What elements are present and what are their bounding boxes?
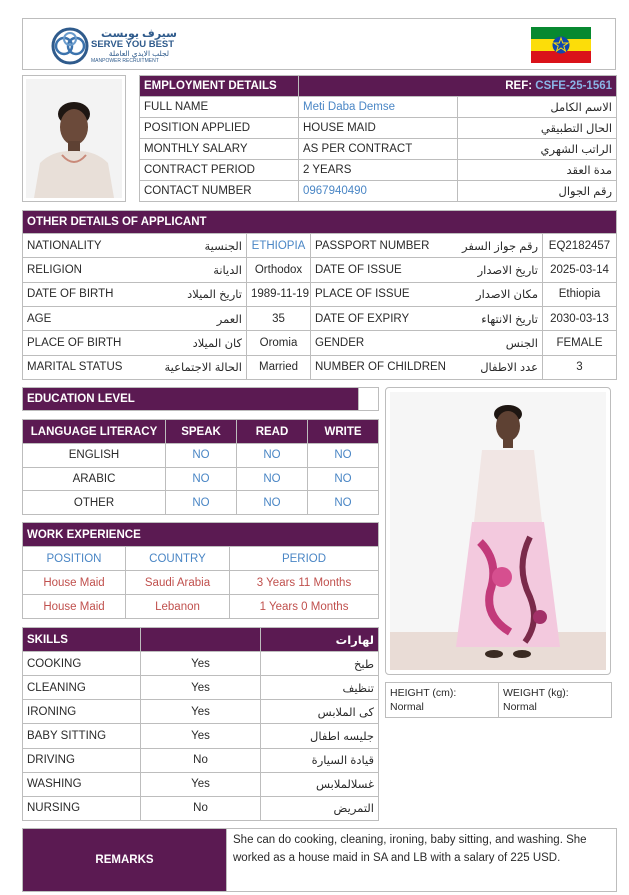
- table-row: [23, 491, 379, 515]
- table-row: [23, 258, 617, 282]
- skill-arabic: قيادة السيارة: [261, 748, 379, 772]
- skill-value: Yes: [141, 676, 261, 700]
- contract-label: CONTRACT PERIOD: [140, 160, 299, 181]
- arabic-speak: NO: [166, 467, 237, 491]
- skill-arabic: طبخ: [261, 652, 379, 676]
- skills-title-arabic: لهارات: [261, 628, 379, 652]
- skill-value: Yes: [141, 652, 261, 676]
- work-period: 3 Years 11 Months: [230, 571, 379, 595]
- work-position: House Maid: [23, 571, 126, 595]
- english-write: NO: [308, 444, 379, 468]
- table-row: [140, 139, 617, 160]
- table-row: [23, 306, 617, 330]
- logo-mark-icon: [51, 27, 89, 65]
- skill-name: COOKING: [23, 652, 141, 676]
- children-value: 3: [543, 355, 617, 379]
- reference-number: [299, 76, 617, 97]
- work-position: House Maid: [23, 595, 126, 619]
- contact-value: 0967940490: [299, 181, 458, 202]
- birth-date-value: 1989-11-19: [247, 282, 311, 306]
- employment-details: [139, 75, 616, 202]
- gender-label: GENDER: [311, 331, 449, 355]
- speak-header: SPEAK: [166, 420, 237, 444]
- skill-value: Yes: [141, 724, 261, 748]
- other-write: NO: [308, 491, 379, 515]
- work-period: 1 Years 0 Months: [230, 595, 379, 619]
- full-body-photo-icon: [390, 392, 606, 670]
- period-header: PERIOD: [230, 547, 379, 571]
- age-arabic: العمر: [125, 306, 247, 330]
- other-details-title: OTHER DETAILS OF APPLICANT: [23, 211, 617, 234]
- table-row: [23, 331, 617, 355]
- passport-value: EQ2182457: [543, 234, 617, 258]
- expiry-arabic: تاريخ الانتهاء: [449, 306, 543, 330]
- skill-name: DRIVING: [23, 748, 141, 772]
- weight-value: Normal: [503, 701, 537, 713]
- skill-arabic: غسلالملابس: [261, 772, 379, 796]
- contract-value: 2 YEARS: [299, 160, 458, 181]
- passport-label: PASSPORT NUMBER: [311, 234, 449, 258]
- education-level: [22, 387, 378, 411]
- issue-date-arabic: تاريخ الاصدار: [449, 258, 543, 282]
- write-header: WRITE: [308, 420, 379, 444]
- work-country: Saudi Arabia: [126, 571, 230, 595]
- weight-label: WEIGHT (kg):: [503, 687, 569, 699]
- issue-place-arabic: مكان الاصدار: [449, 282, 543, 306]
- position-label: POSITION APPLIED: [140, 118, 299, 139]
- birth-date-arabic: تاريخ الميلاد: [125, 282, 247, 306]
- full-name-arabic: الاسم الكامل: [458, 97, 617, 118]
- english-read: NO: [237, 444, 308, 468]
- birth-place-arabic: كان الميلاد: [125, 331, 247, 355]
- skill-name: CLEANING: [23, 676, 141, 700]
- full-name-label: FULL NAME: [140, 97, 299, 118]
- contact-label: CONTACT NUMBER: [140, 181, 299, 202]
- salary-value: AS PER CONTRACT: [299, 139, 458, 160]
- gender-arabic: الجنس: [449, 331, 543, 355]
- table-row: [140, 181, 617, 202]
- table-row: [140, 160, 617, 181]
- position-header: POSITION: [23, 547, 126, 571]
- portrait-photo-icon: [26, 79, 122, 198]
- skill-arabic: التمريض: [261, 796, 379, 820]
- children-label: NUMBER OF CHILDREN: [311, 355, 449, 379]
- skill-arabic: كى الملابس: [261, 700, 379, 724]
- birth-place-value: Oromia: [247, 331, 311, 355]
- skill-name: NURSING: [23, 796, 141, 820]
- skills-title: SKILLS: [23, 628, 141, 652]
- table-row: [23, 444, 379, 468]
- expiry-label: DATE OF EXPIRY: [311, 306, 449, 330]
- ethiopia-flag-icon: [531, 27, 591, 63]
- table-row: [140, 97, 617, 118]
- skill-name: WASHING: [23, 772, 141, 796]
- skills: [22, 627, 378, 821]
- skill-value: Yes: [141, 700, 261, 724]
- english-speak: NO: [166, 444, 237, 468]
- work-experience: [22, 522, 378, 619]
- remarks: [22, 828, 616, 892]
- position-value: HOUSE MAID: [299, 118, 458, 139]
- marital-label: MARITAL STATUS: [23, 355, 125, 379]
- issue-date-value: 2025-03-14: [543, 258, 617, 282]
- age-value: 35: [247, 306, 311, 330]
- table-row: [23, 700, 379, 724]
- table-row: [23, 748, 379, 772]
- employment-title: EMPLOYMENT DETAILS: [140, 76, 299, 97]
- skill-arabic: جليسه اطفال: [261, 724, 379, 748]
- full-name-value: Meti Daba Demse: [299, 97, 458, 118]
- other-read: NO: [237, 491, 308, 515]
- work-title: WORK EXPERIENCE: [23, 523, 379, 547]
- remarks-text: She can do cooking, cleaning, ironing, baby sitting, and washing. She worked as a house maid in SA and LB with a salary of 225 USD.: [227, 829, 617, 892]
- language-header: LANGUAGE LITERACY: [23, 420, 166, 444]
- table-row: [140, 118, 617, 139]
- table-row: [23, 652, 379, 676]
- religion-arabic: الديانة: [125, 258, 247, 282]
- header: [22, 18, 616, 70]
- gender-value: FEMALE: [543, 331, 617, 355]
- table-row: [23, 547, 379, 571]
- height-value: Normal: [390, 701, 424, 713]
- marital-arabic: الحالة الاجتماعية: [125, 355, 247, 379]
- remarks-title: REMARKS: [23, 829, 227, 892]
- skill-arabic: تنظيف: [261, 676, 379, 700]
- height-label: HEIGHT (cm):: [390, 687, 457, 699]
- other-details: [22, 210, 616, 380]
- table-row: [23, 772, 379, 796]
- country-header: COUNTRY: [126, 547, 230, 571]
- logo-arabic: سيرف يوبست: [101, 28, 177, 40]
- ref-label: REF:: [505, 80, 533, 92]
- logo-sub-english: MANPOWER RECRUITMENT: [91, 58, 159, 64]
- arabic-write: NO: [308, 467, 379, 491]
- passport-arabic: رقم جواز السفر: [449, 234, 543, 258]
- table-row: [23, 724, 379, 748]
- salary-arabic: الراتب الشهري: [458, 139, 617, 160]
- logo-sub-arabic: لجلب الايدي العاملة: [108, 49, 170, 58]
- arabic-read: NO: [237, 467, 308, 491]
- table-row: [23, 467, 379, 491]
- nationality-arabic: الجنسية: [125, 234, 247, 258]
- salary-label: MONTHLY SALARY: [140, 139, 299, 160]
- religion-label: RELIGION: [23, 258, 125, 282]
- children-arabic: عدد الاطفال: [449, 355, 543, 379]
- applicant-full-photo: [385, 387, 611, 675]
- religion-value: Orthodox: [247, 258, 311, 282]
- contract-arabic: مدة العقد: [458, 160, 617, 181]
- skill-name: IRONING: [23, 700, 141, 724]
- height-weight: [385, 682, 611, 718]
- marital-value: Married: [247, 355, 311, 379]
- issue-place-label: PLACE OF ISSUE: [311, 282, 449, 306]
- expiry-value: 2030-03-13: [543, 306, 617, 330]
- table-row: [23, 595, 379, 619]
- applicant-portrait: [22, 75, 126, 202]
- logo-english: SERVE YOU BEST: [91, 39, 175, 50]
- birth-place-label: PLACE OF BIRTH: [23, 331, 125, 355]
- work-country: Lebanon: [126, 595, 230, 619]
- nationality-value: ETHIOPIA: [247, 234, 311, 258]
- ref-value: CSFE-25-1561: [535, 80, 613, 92]
- language-literacy: [22, 419, 378, 515]
- skill-value: Yes: [141, 772, 261, 796]
- table-row: [23, 234, 617, 258]
- nationality-label: NATIONALITY: [23, 234, 125, 258]
- table-row: [23, 282, 617, 306]
- issue-place-value: Ethiopia: [543, 282, 617, 306]
- company-logo: [51, 27, 191, 65]
- position-arabic: الحال التطبيقي: [458, 118, 617, 139]
- other-speak: NO: [166, 491, 237, 515]
- arabic-label: ARABIC: [23, 467, 166, 491]
- skill-name: BABY SITTING: [23, 724, 141, 748]
- education-title: EDUCATION LEVEL: [23, 388, 359, 411]
- education-value: [359, 388, 379, 411]
- table-row: [23, 796, 379, 820]
- skill-value: No: [141, 748, 261, 772]
- read-header: READ: [237, 420, 308, 444]
- skill-value: No: [141, 796, 261, 820]
- birth-date-label: DATE OF BIRTH: [23, 282, 125, 306]
- contact-arabic: رقم الجوال: [458, 181, 617, 202]
- english-label: ENGLISH: [23, 444, 166, 468]
- skills-spacer: [141, 628, 261, 652]
- table-row: [23, 676, 379, 700]
- table-row: [23, 355, 617, 379]
- other-label: OTHER: [23, 491, 166, 515]
- age-label: AGE: [23, 306, 125, 330]
- issue-date-label: DATE OF ISSUE: [311, 258, 449, 282]
- table-row: [23, 571, 379, 595]
